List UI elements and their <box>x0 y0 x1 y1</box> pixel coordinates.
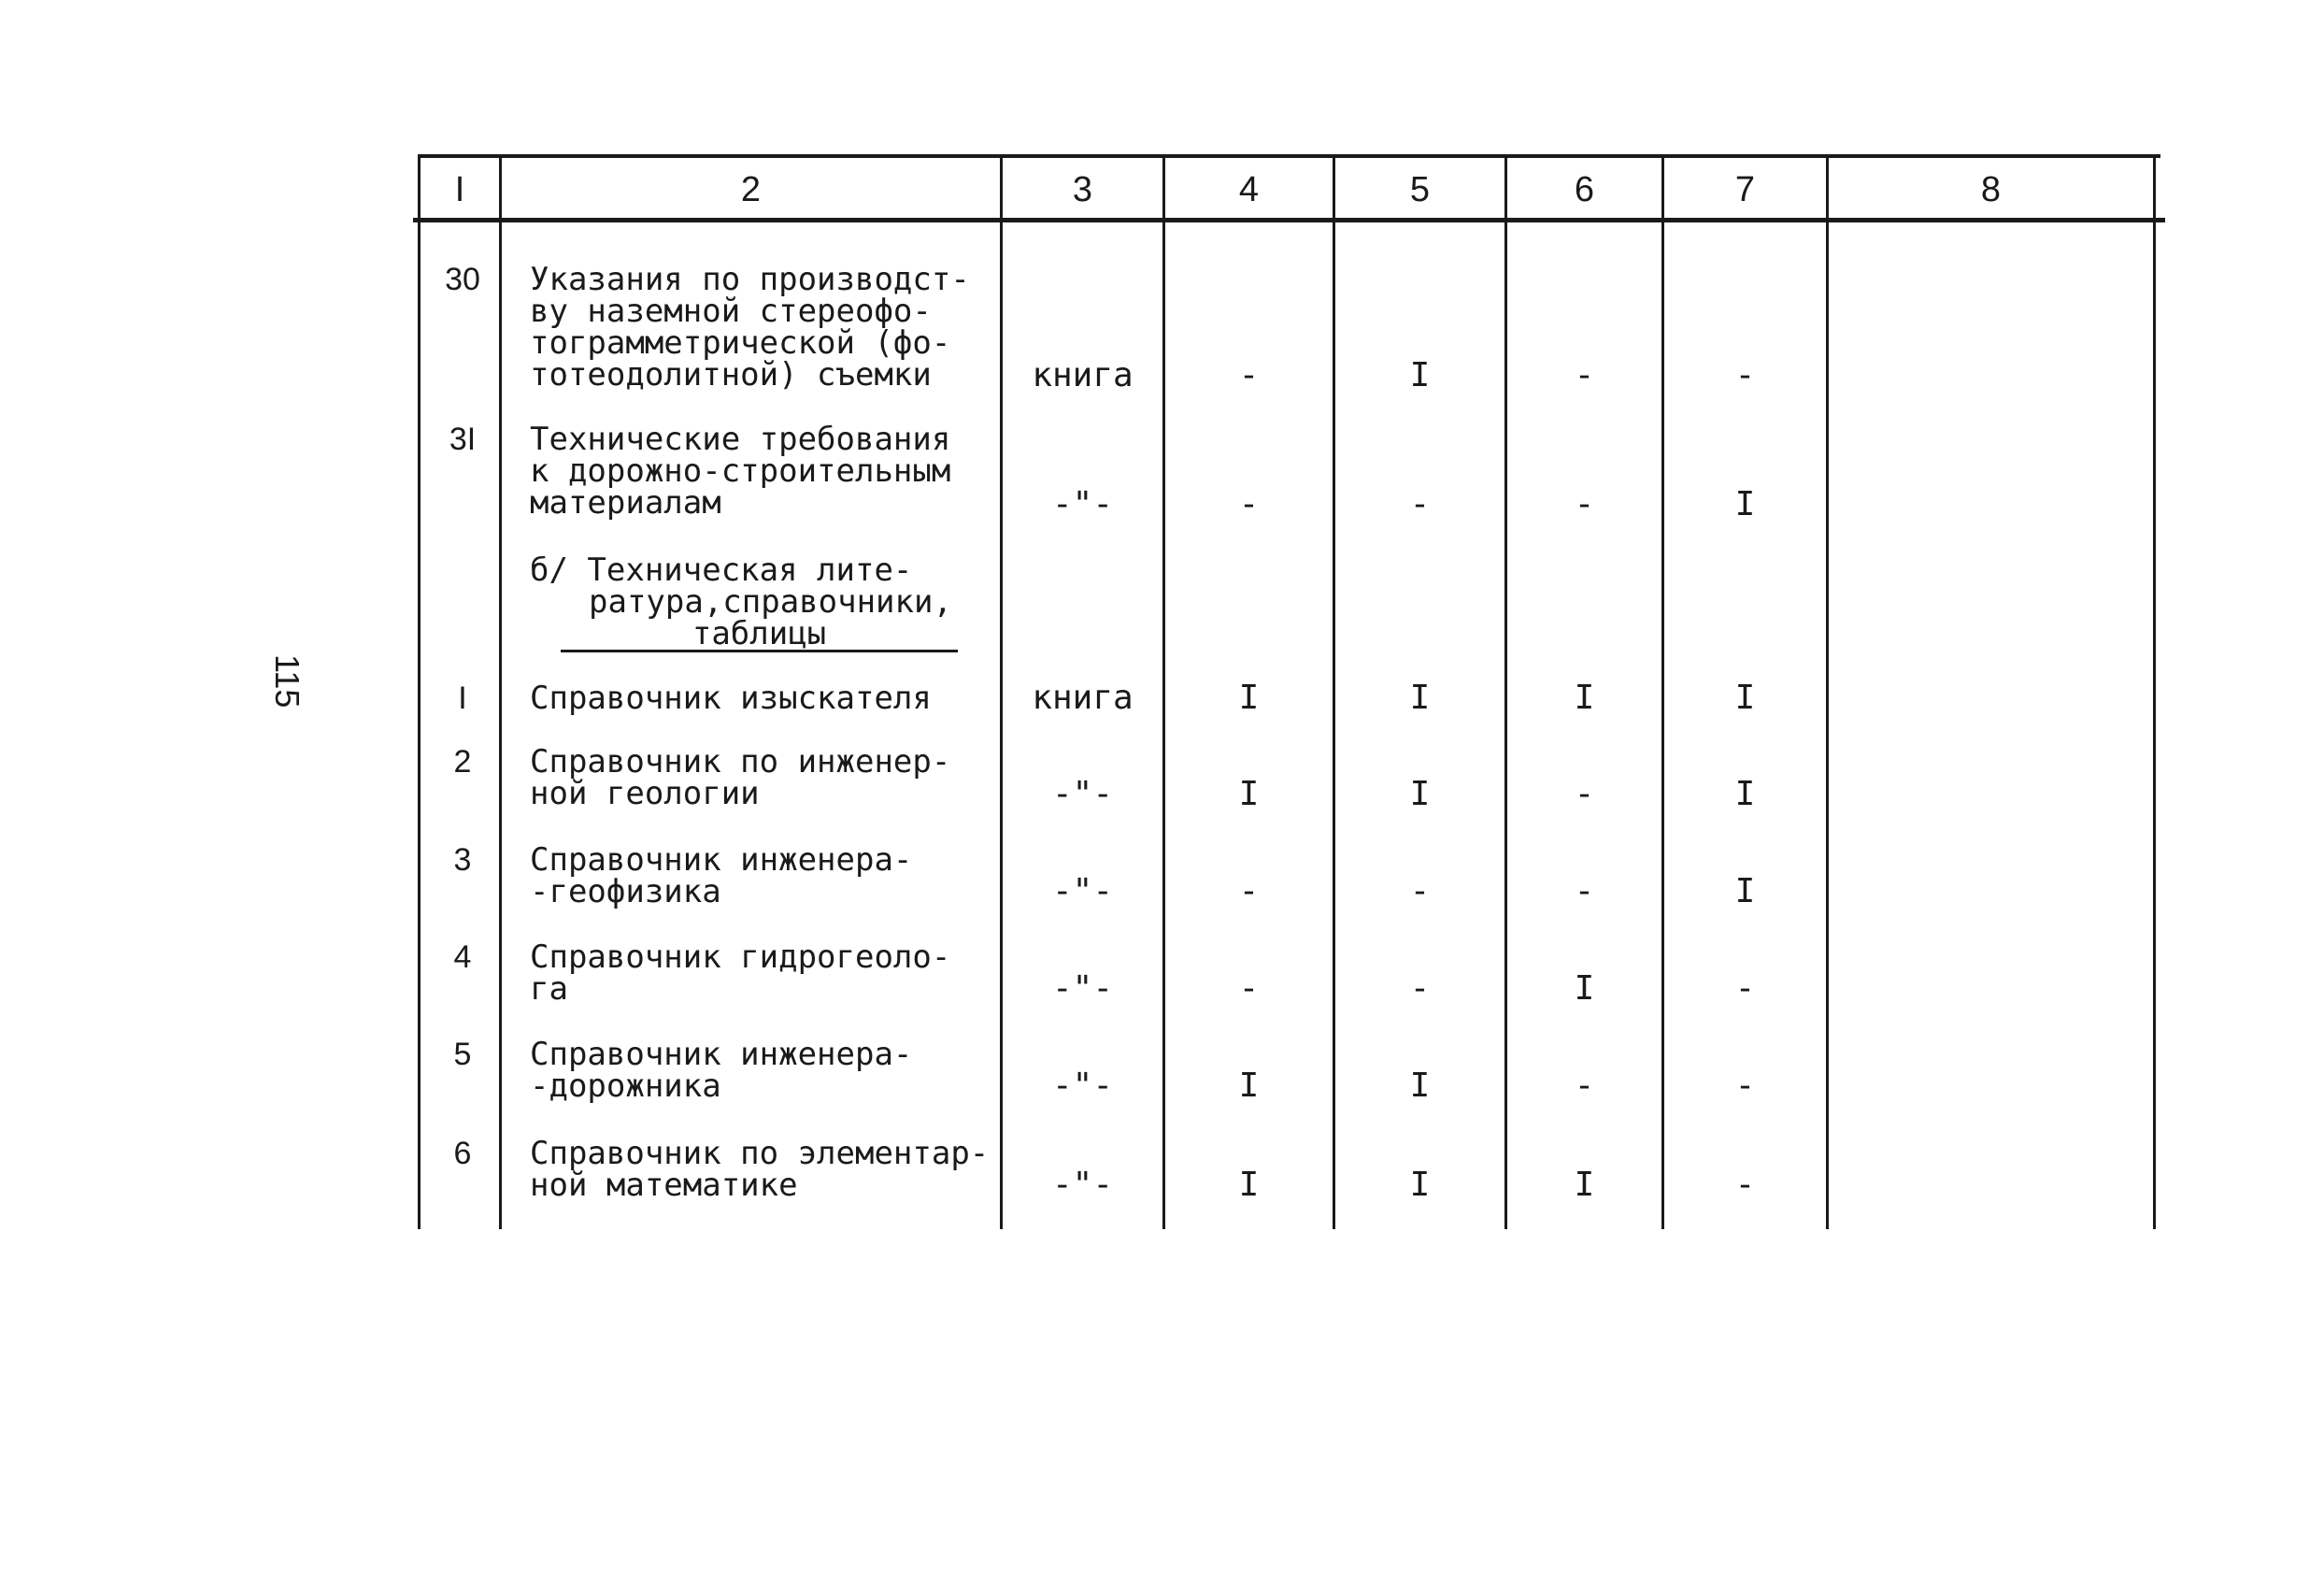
col6-value: - <box>1574 872 1595 910</box>
col6-value: I <box>1574 1166 1595 1204</box>
col4-value: I <box>1238 1067 1260 1105</box>
col4-value: - <box>1238 969 1260 1008</box>
col7-value: - <box>1734 1166 1756 1204</box>
col3-value: -"- <box>1051 1067 1114 1105</box>
col6-value: I <box>1574 679 1595 717</box>
col4-value: I <box>1238 679 1260 717</box>
col3-value: -"- <box>1051 872 1114 910</box>
col6-value: I <box>1574 969 1595 1008</box>
col5-value: I <box>1409 1166 1431 1204</box>
row-number: 3 <box>453 842 472 878</box>
col7-value: - <box>1734 969 1756 1008</box>
col4-value: I <box>1238 775 1260 813</box>
col7-value: I <box>1734 485 1756 523</box>
col7-value: I <box>1734 679 1756 717</box>
col3-value: -"- <box>1051 485 1114 523</box>
row-description: Справочник по инженер- ной геологии <box>530 743 951 812</box>
col6-value: - <box>1574 356 1595 394</box>
row-number: 2 <box>453 744 472 780</box>
row-number: 4 <box>453 939 472 975</box>
col7-value: I <box>1734 872 1756 910</box>
header-col-4: 4 <box>1238 169 1260 209</box>
row-number: 6 <box>453 1136 472 1171</box>
col4-value: - <box>1238 872 1260 910</box>
table-right-border <box>2153 154 2156 1229</box>
col5-value: I <box>1409 1067 1431 1105</box>
row-number: 5 <box>453 1037 472 1072</box>
col3-value: книга <box>1032 356 1133 394</box>
page-number: 115 <box>268 654 307 709</box>
col5-value: - <box>1409 872 1431 910</box>
col3-value: -"- <box>1051 969 1114 1008</box>
row-description: Справочник изыскателя <box>530 680 932 717</box>
row-description: Справочник инженера- -дорожника <box>530 1036 913 1105</box>
col5-value: I <box>1409 775 1431 813</box>
col4-value: - <box>1238 356 1260 394</box>
document-table <box>413 154 2170 1229</box>
header-bottom-border <box>413 218 2165 222</box>
row-description: Справочник гидрогеоло- га <box>530 938 951 1008</box>
row-number: 30 <box>445 262 480 297</box>
col7-value: - <box>1734 1067 1756 1105</box>
header-col-2: 2 <box>740 169 762 209</box>
col7-value: I <box>1734 775 1756 813</box>
col5-value: I <box>1409 356 1431 394</box>
col3-value: -"- <box>1051 775 1114 813</box>
row-number: 3I <box>449 422 477 457</box>
col7-value: - <box>1734 356 1756 394</box>
row-description: Технические требования к дорожно-строительным материалам <box>530 421 951 522</box>
header-col-1: I <box>454 169 465 209</box>
header-col-3: 3 <box>1072 169 1093 209</box>
row-description: Справочник по элементар- ной математике <box>530 1135 990 1204</box>
section-heading-line: б/ Техническая лите- <box>530 551 913 589</box>
section-heading-line: ратура,справочники, <box>589 583 952 621</box>
row-number: I <box>458 680 467 716</box>
col6-value: - <box>1574 775 1595 813</box>
col5-value: - <box>1409 969 1431 1008</box>
header-col-5: 5 <box>1409 169 1431 209</box>
section-heading-underlined: таблицы <box>561 618 958 652</box>
row-description: Справочник инженера- -геофизика <box>530 841 913 910</box>
col6-value: - <box>1574 1067 1595 1105</box>
col4-value: I <box>1238 1166 1260 1204</box>
row-description: Указания по производст- ву наземной стереофо- тограмметрической (фо- тотеодолитной) съемки <box>530 261 970 394</box>
column-divider-7 <box>1826 154 1829 1229</box>
col4-value: - <box>1238 485 1260 523</box>
col3-value: книга <box>1032 679 1133 717</box>
col3-value: -"- <box>1051 1166 1114 1204</box>
col5-value: I <box>1409 679 1431 717</box>
col6-value: - <box>1574 485 1595 523</box>
header-col-8: 8 <box>1980 169 2002 209</box>
col5-value: - <box>1409 485 1431 523</box>
header-col-6: 6 <box>1574 169 1595 209</box>
table-top-border <box>421 154 2160 158</box>
header-col-7: 7 <box>1734 169 1756 209</box>
